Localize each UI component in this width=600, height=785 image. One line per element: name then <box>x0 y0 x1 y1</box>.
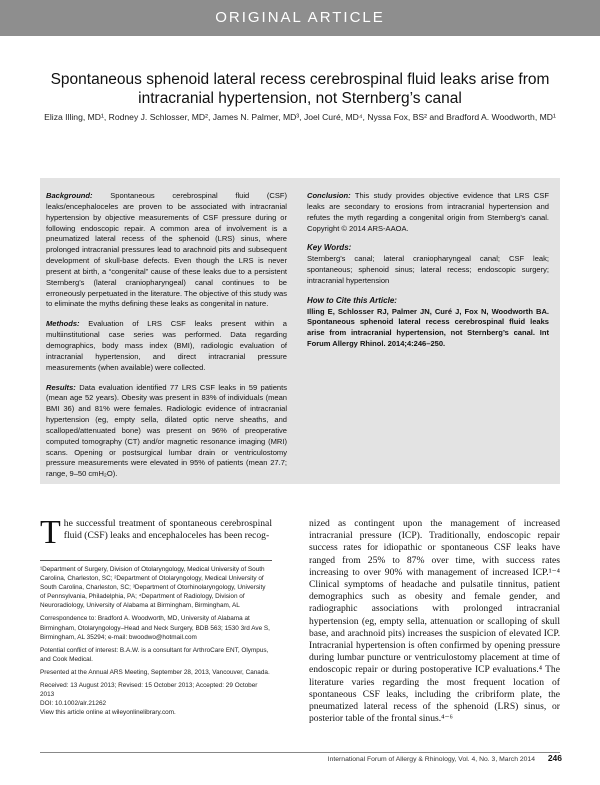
results-text: Data evaluation identified 77 LRS CSF leaks in 59 patients (mean age 52 years). Obesity was present in 83% of individuals (mean BMI 36) and 81% were females. Radiologic evidence of intracranial hypertension (eg, empty sella, dilated optic nerve sheaths, and scalloped/attenuated bone) was present on 96% of preoperative computed tomography (CT) and/or magnetic resonance imaging (MRI) scans. Opening or postsurgical lumbar drain or ventriculostomy pressure measurements were elevated in 95% of patients (mean 27.7; range, 9–50 cmH₂O). <box>46 382 287 479</box>
received-dates: Received: 13 August 2013; Revised: 15 October 2013; Accepted: 29 October 2013 <box>40 682 258 699</box>
drop-cap: T <box>40 514 61 551</box>
citation-text: Illing E, Schlosser RJ, Palmer JN, Curé J, Fox N, Woodworth BA. Spontaneous sphenoid lateral recess cerebrospinal fluid leaks arise from intracranial hypertension, not Sternberg’s canal. Int Forum Allergy Rhinol. 2014;4:246–250. <box>307 306 549 349</box>
footnote-divider <box>40 560 272 561</box>
conclusion-text: This study provides objective evidence that LRS CSF leaks are secondary to erosions from intracranial hypertension and refutes the myth regarding a congenital origin from Sternberg’s canal. Copyright © 2014 ARS-AAOA. <box>307 191 549 233</box>
journal-footer: International Forum of Allergy & Rhinology, Vol. 4, No. 3, March 2014 <box>327 756 535 763</box>
abstract-conclusion <box>307 191 549 234</box>
footnotes <box>40 565 272 721</box>
results-heading: Results: <box>46 382 76 392</box>
author-list: Eliza Illing, MD¹, Rodney J. Schlosser, MD², James N. Palmer, MD³, Joel Curé, MD⁴, Nyssa Fox, BS² and Bradford A. Woodworth, MD¹ <box>44 112 556 122</box>
page-number: 246 <box>547 753 562 763</box>
abstract-right-column <box>307 191 549 359</box>
correspondence: Correspondence to: Bradford A. Woodworth, MD, University of Alabama at Birmingham, Otolaryngology–Head and Neck Surgery, BDB 563; 1530 3rd Ave S, Birmingham, AL 35294; e-mail: bwoodwo@hotmail.com <box>40 615 270 641</box>
doi: DOI: 10.1002/alr.21262 <box>40 700 107 708</box>
methods-text: Evaluation of LRS CSF leaks present within a multiinstitutional case series was performed. Data regarding demographics, body mass index (BMI), radiologic evaluation of intracranial hypertension, and direct intracranial pressure measurements (when available) were collected. <box>46 319 287 372</box>
abstract-left-column <box>46 191 287 489</box>
methods-heading: Methods: <box>46 319 80 329</box>
abstract-methods <box>46 319 287 373</box>
background-heading: Background: <box>46 191 93 200</box>
article-type-banner: ORIGINAL ARTICLE <box>0 0 600 36</box>
conclusion-heading: Conclusion: <box>307 191 351 200</box>
abstract-background <box>46 191 287 310</box>
abstract-keywords <box>307 243 549 286</box>
abstract-box <box>40 178 560 484</box>
background-text: Spontaneous cerebrospinal fluid (CSF) leaks/encephaloceles are proven to be associated with intracranial hypertension by objective measurements of CSF pressure during or following endoscopic repair. A common area of involvement is a pneumatized lateral recess of the sphenoid (LRS) sinus, where prolonged intracranial pressures lead to arachnoid pits and subsequent development of skull-base defects. Even though the LRS is never present at birth, a “congenital” cause of these leaks due to a persistent Sternberg’s (lateral craniopharyngeal) canal continues to be erroneously perpetuated in the literature. The objective of this study was to eliminate the myths defining these leaks as congenital in nature. <box>46 191 287 309</box>
body-intro-right: nized as contingent upon the management of increased intracranial pressure (ICP). Traditionally, endoscopic repair success rates for idiopathic or spontaneous CSF leaks have ranged from 25% to 87% over time, with success rates increasing to over 90% with management of increased ICP.¹⁻⁴ Clinical symptoms of headache and pulsatile tinnitus, patient demographics such as obesity and female gender, and radiographic associations with prolonged intracranial hypertension (eg, empty sella, attenuation or scalloping of skull base, and arachnoid pits) increases the suspicion of elevated ICP. Intracranial hypertension is often confirmed by opening pressure during lumbar puncture or ventriculostomy placement at time of endoscopic repair or during postoperative ICP evaluations.⁴ The literature varies regarding the most frequent location of spontaneous CSF leaks, including the cribriform plate, the pneumatized lateral recess of the sphenoid (LRS) sinus, or posterior table of the frontal sinus.⁴⁻⁶ <box>309 518 560 725</box>
footer-divider <box>40 752 560 753</box>
abstract-results <box>46 383 287 481</box>
conflict-of-interest: Potential conflict of interest: B.A.W. is a consultant for ArthroCare ENT, Olympus, and Cook Medical. <box>40 646 269 663</box>
citation-heading: How to Cite this Article: <box>307 295 397 305</box>
presented-note: Presented at the Annual ARS Meeting, September 28, 2013, Vancouver, Canada. <box>40 668 270 676</box>
online-link[interactable]: View this article online at wileyonlinelibrary.com. <box>40 709 176 717</box>
affiliations: ¹Department of Surgery, Division of Otolaryngology, Medical University of South Carolina, Charleston, SC; ²Department of Otolaryngology, Medical University of South Carolina, Charleston, SC; ³Department of Otorhinolaryngology, University of Pennsylvania, Philadelphia, PA; ⁴Department of Radiology, Division of Neuroradiology, University of Alabama at Birmingham, Birmingham, AL <box>40 566 266 610</box>
body-intro-left <box>40 514 272 551</box>
keywords-heading: Key Words: <box>307 243 352 253</box>
abstract-citation <box>307 296 549 350</box>
article-title: Spontaneous sphenoid lateral recess cerebrospinal fluid leaks arise from intracranial hypertension, not Sternberg’s canal <box>50 71 550 107</box>
keywords-text: Sternberg’s canal; lateral craniopharyngeal canal; CSF leak; spontaneous; sphenoid sinus; lateral recess; endoscopic surgery; intracranial hypertension <box>307 254 549 285</box>
body-left-text: he successful treatment of spontaneous cerebrospinal fluid (CSF) leaks and encephaloceles has been recog- <box>63 518 272 541</box>
